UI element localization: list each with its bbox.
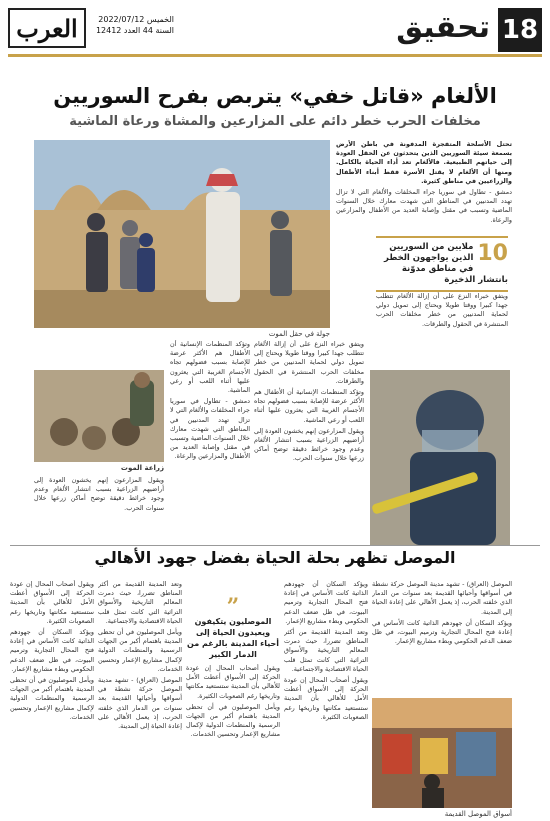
paragraph: وتعد المدينة القديمة من أكثر المناطق تضررا، حيث دمرت المعالم التاريخية والأسواق التراثية التي كانت تمثل قلب الحياة الاقتصادية والاجتماعية. <box>284 628 368 673</box>
story1-column-1b <box>376 292 508 366</box>
paragraph: وتؤكد المنظمات الإنسانية أن الأطفال هم الأكثر عرضة للإصابة بسبب فضولهم تجاه الأجسام الغريبة التي يعثرون عليها أثناء اللعب أو رعي الماشية. <box>254 388 364 424</box>
paragraph: وتؤكد المنظمات الإنسانية أن الأطفال هم الأكثر عرضة للإصابة بسبب فضولهم تجاه الأجسام الغريبة التي يعثرون عليها أثناء اللعب أو رعي الماشية. <box>170 340 250 395</box>
photo-deminer <box>370 370 510 545</box>
market-photo-caption: أسواق الموصل القديمة <box>444 810 512 818</box>
photo-illustration <box>34 140 330 328</box>
paragraph: ويقول المزارعون إنهم يخشون العودة إلى أراضيهم الزراعية بسبب انتشار الألغام وعدم وجود خرائط دقيقة توضح أماكن زرعها خلال سنوات الحرب. <box>34 476 164 512</box>
story2-column-5 <box>10 580 94 812</box>
paragraph: ويقول أصحاب المحال إن عودة الحركة إلى الأسواق أعطت الأمل للأهالي بأن المدينة ستستعيد مكانتها وتاريخها رغم الصعوبات الكثيرة. <box>284 676 368 721</box>
story1-column-2 <box>254 340 364 540</box>
paragraph: ويقول أصحاب المحال إن عودة الحركة إلى الأسواق أعطت الأمل للأهالي بأن المدينة ستستعيد مكانتها وتاريخها رغم الصعوبات الكثيرة. <box>186 664 280 700</box>
photo-soldier <box>34 370 164 462</box>
photo-illustration <box>34 370 164 462</box>
photo-illustration <box>372 698 512 808</box>
paragraph: ويأمل الموصليون في أن تحظى المدينة باهتمام أكبر من الجهات الرسمية والمنظمات الدولية لإكمال مشاريع الإعمار وتحسين الخدمات. <box>186 702 280 739</box>
story1-column-1 <box>336 140 512 236</box>
paragraph: ويتفق خبراء النزع على أن إزالة الألغام تتطلب جهدا كبيرا ووقتا طويلا ويحتاج إلى تمويل دولي لحماية المدنيين من خطر مخلفات الحرب المنتشرة في الحقول والطرقات. <box>254 340 364 385</box>
paragraph: ويقول المزارعون إنهم يخشون العودة إلى أراضيهم الزراعية بسبب انتشار الألغام وعدم وجود خرائط دقيقة توضح أماكن زرعها خلال سنوات الحرب. <box>254 426 364 463</box>
story1-column-4 <box>34 476 164 540</box>
story-divider <box>10 545 540 546</box>
quote-mark-icon: ” <box>226 594 240 620</box>
masthead-rule <box>8 54 542 57</box>
paragraph: دمشق - تطاول في سوريا جراء المخلفات والألغام التي لا تزال تهدد المدنيين في المناطق التي شهدت معارك خلال السنوات الماضية وتسبب في مقتل وإصابة العديد من الأطفال والمزارعين والرعاة. <box>170 397 250 461</box>
story2-column-2 <box>284 580 368 812</box>
story2-headline: الموصل تظهر بحلة الحياة بفضل جهود الأهالي <box>94 548 456 567</box>
section-number: 18 <box>498 8 542 52</box>
photo-mosul-market <box>372 698 512 808</box>
story1-column-3 <box>170 340 250 540</box>
story2-pull-quote <box>186 594 280 660</box>
paragraph: ويتفق خبراء النزع على أن إزالة الألغام تتطلب جهدا كبيرا ووقتا طويلا ويحتاج إلى تمويل دولي لحماية المدنيين من خطر مخلفات الحرب المنتشرة في الحقول والطرقات. <box>376 292 508 328</box>
section-title: تحقيق <box>396 10 490 45</box>
pull-quote-number: 10 <box>477 241 508 266</box>
issue-info <box>94 14 174 36</box>
story2-column-1 <box>372 580 512 694</box>
paragraph: ويأمل الموصليون في أن تحظى المدينة باهتمام أكبر من الجهات الرسمية والمنظمات الدولية لإكمال مشاريع الإعمار وتحسين الخدمات. <box>98 628 182 673</box>
photo-children-landmine-field <box>34 140 330 328</box>
newspaper-logo: العرب <box>8 8 86 48</box>
paragraph: الموصل (العراق) - تشهد مدينة الموصل حركة نشطة في أسواقها وأحيائها القديمة بعد سنوات من الدمار الذي خلفته الحرب، إذ يعمل الأهالي على إعادة الحياة إلى المدينة. <box>98 676 182 731</box>
paragraph: ويؤكد السكان أن جهودهم الذاتية كانت الأساس في إعادة فتح المحال التجارية وترميم البيوت، في ظل ضعف الدعم الحكومي وبطء مشاريع الإعمار. <box>10 628 94 673</box>
paragraph: الموصل (العراق) - تشهد مدينة الموصل حركة نشطة في أسواقها وأحيائها القديمة بعد سنوات من الدمار الذي خلفته الحرب، إذ يعمل الأهالي على إعادة الحياة إلى المدينة. <box>372 580 512 616</box>
issue-date: الخميس 2022/07/12 <box>98 15 174 24</box>
pull-quote-text: ملايين من السوريين الذين يواجهون الخطر في مناطق مدوّنة بانتشار الذخيرة <box>384 242 508 285</box>
photo-illustration <box>370 370 510 545</box>
story1-subheadline: مخلفات الحرب خطر دائم على المزارعين والمشاة ورعاة الماشية <box>69 114 481 129</box>
soldier-photo-caption: زراعة الموت <box>120 464 164 472</box>
paragraph: ويقول أصحاب المحال إن عودة الحركة إلى الأسواق أعطت الأمل للأهالي بأن المدينة ستستعيد مكانتها وتاريخها رغم الصعوبات الكثيرة. <box>10 580 94 625</box>
story2-column-3a <box>186 580 280 596</box>
story1-headline: الألغام «قاتل خفي» يتربص بفرح السوريين <box>53 84 497 108</box>
paragraph: تحتل الأسلحة المتفجرة المدفونة في باطن الأرض بسمعة سيئة السوريين الذين يتحدثون عن الحقل العودة إلى حياتهم الطبيعية. فالألغام تعد أداء الحياة بالكامل. ومنها أن الألغام لا يقتل الأسرة فقط أبناء الأطفال والزراعيين في مناطق كثيرة. <box>336 140 512 185</box>
paragraph: ويأمل الموصليون في أن تحظى المدينة باهتمام أكبر من الجهات الرسمية والمنظمات الدولية لإكمال مشاريع الإعمار وتحسين الخدمات. <box>10 676 94 721</box>
story2-pull-quote-text: الموصليون يتكيفون ويعيدون الحياة إلى أحياء المدينة بالرغم من الدمار الكبير <box>187 617 279 659</box>
main-photo-caption: جولة في حقل الموت <box>268 330 330 338</box>
paragraph: وتعد المدينة القديمة من أكثر المناطق تضررا، حيث دمرت المعالم التاريخية والأسواق التراثية التي كانت تمثل قلب الحياة الاقتصادية والاجتماعية. <box>98 580 182 625</box>
masthead <box>8 8 542 58</box>
story2-column-4 <box>98 580 182 812</box>
paragraph: ويؤكد السكان أن جهودهم الذاتية كانت الأساس في إعادة فتح المحال التجارية وترميم البيوت، في ظل ضعف الدعم الحكومي وبطء مشاريع الإعمار. <box>372 618 512 646</box>
paragraph: دمشق - تطاول في سوريا جراء المخلفات والألغام التي لا تزال تهدد المدنيين في المناطق التي شهدت معارك خلال السنوات الماضية وتسبب في مقتل وإصابة العديد من الأطفال والمزارعين والرعاة. <box>336 188 512 224</box>
pull-quote <box>376 236 508 292</box>
paragraph: ويؤكد السكان أن جهودهم الذاتية كانت الأساس في إعادة فتح المحال التجارية وترميم البيوت، في ظل ضعف الدعم الحكومي وبطء مشاريع الإعمار. <box>284 580 368 625</box>
story2-column-3 <box>186 664 280 812</box>
issue-number: السنة 44 العدد 12412 <box>95 26 174 35</box>
